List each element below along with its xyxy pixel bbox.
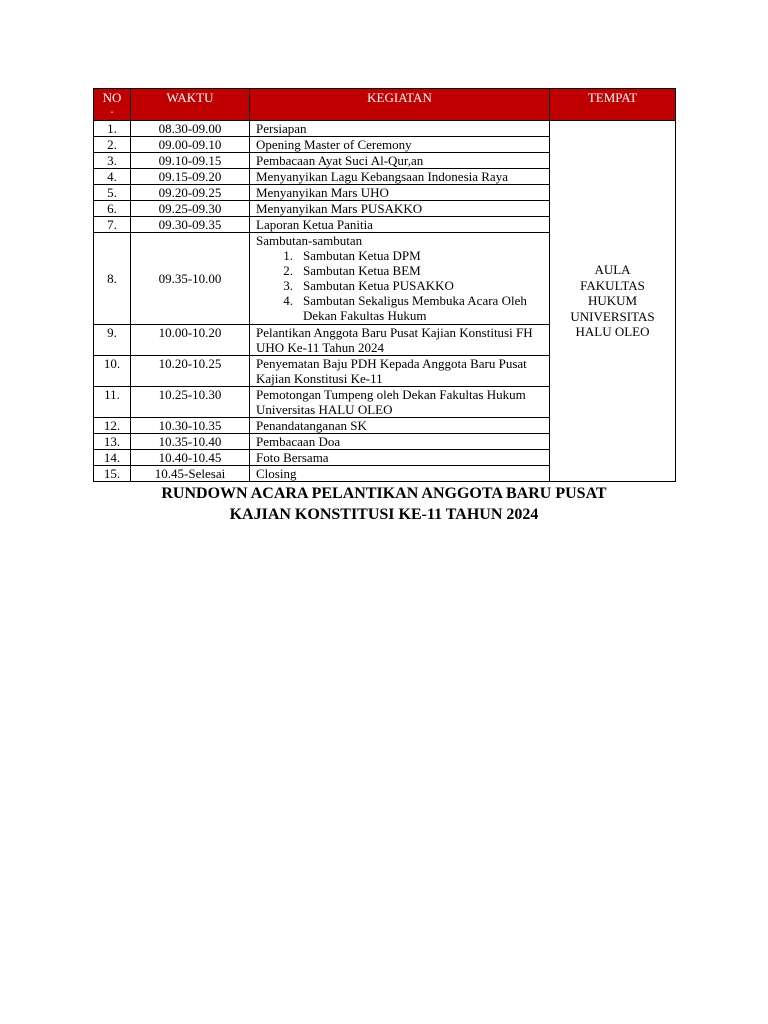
- sambutan-list: [256, 248, 543, 323]
- cell-kegiatan: Menyanyikan Mars UHO: [250, 185, 550, 201]
- table-row: [94, 121, 676, 137]
- cell-kegiatan: Pembacaan Doa: [250, 434, 550, 450]
- cell-waktu: 09.00-09.10: [131, 137, 250, 153]
- table-body: [94, 121, 676, 482]
- cell-waktu: 09.20-09.25: [131, 185, 250, 201]
- header-no: [94, 89, 131, 121]
- cell-waktu: 09.15-09.20: [131, 169, 250, 185]
- cell-waktu: 09.35-10.00: [131, 233, 250, 325]
- cell-waktu: 10.35-10.40: [131, 434, 250, 450]
- cell-kegiatan: Foto Bersama: [250, 450, 550, 466]
- cell-no: 14.: [94, 450, 131, 466]
- cell-no: 4.: [94, 169, 131, 185]
- list-item: [256, 278, 543, 293]
- cell-kegiatan: [250, 233, 550, 325]
- cell-waktu: 10.25-10.30: [131, 387, 250, 418]
- cell-waktu: 08.30-09.00: [131, 121, 250, 137]
- cell-no: 11.: [94, 387, 131, 418]
- cell-kegiatan: Closing: [250, 466, 550, 482]
- rundown-table: [93, 88, 676, 482]
- cell-no: 5.: [94, 185, 131, 201]
- list-item-text: Sambutan Ketua DPM: [303, 248, 421, 263]
- tempat-line: HUKUM: [587, 293, 638, 309]
- cell-no: 2.: [94, 137, 131, 153]
- cell-waktu: 10.40-10.45: [131, 450, 250, 466]
- cell-kegiatan: Penandatanganan SK: [250, 418, 550, 434]
- cell-no: 13.: [94, 434, 131, 450]
- cell-waktu: 09.30-09.35: [131, 217, 250, 233]
- tempat-line: HALU OLEO: [575, 324, 650, 340]
- cell-kegiatan: Pemotongan Tumpeng oleh Dekan Fakultas Hukum Universitas HALU OLEO: [250, 387, 550, 418]
- cell-no: 3.: [94, 153, 131, 169]
- list-item-text: Sambutan Ketua BEM: [303, 263, 421, 278]
- header-row: [94, 89, 676, 121]
- cell-no: 12.: [94, 418, 131, 434]
- list-item: [256, 248, 543, 263]
- header-no-dot: .: [110, 101, 114, 116]
- tempat-line: AULA: [594, 262, 631, 278]
- cell-no: 10.: [94, 356, 131, 387]
- title-line-1: RUNDOWN ACARA PELANTIKAN ANGGOTA BARU PUSAT: [161, 485, 607, 502]
- document-title: [93, 483, 675, 525]
- cell-kegiatan: Penyematan Baju PDH Kepada Anggota Baru Pusat Kajian Konstitusi Ke-11: [250, 356, 550, 387]
- cell-kegiatan: Laporan Ketua Panitia: [250, 217, 550, 233]
- cell-no: 6.: [94, 201, 131, 217]
- header-waktu: WAKTU: [131, 89, 250, 121]
- list-item-number: 1.: [283, 248, 293, 263]
- cell-kegiatan: Pelantikan Anggota Baru Pusat Kajian Konstitusi FH UHO Ke-11 Tahun 2024: [250, 325, 550, 356]
- tempat-line: FAKULTAS: [580, 277, 645, 293]
- tempat-line: UNIVERSITAS: [570, 308, 655, 324]
- cell-waktu: 10.00-10.20: [131, 325, 250, 356]
- list-item-number: 4.: [283, 293, 293, 308]
- list-item-text: Sambutan Ketua PUSAKKO: [303, 278, 454, 293]
- list-item-number: 3.: [283, 278, 293, 293]
- cell-no: 15.: [94, 466, 131, 482]
- header-tempat: TEMPAT: [550, 89, 676, 121]
- cell-kegiatan: Opening Master of Ceremony: [250, 137, 550, 153]
- cell-no: 7.: [94, 217, 131, 233]
- title-line-2: KAJIAN KONSTITUSI KE-11 TAHUN 2024: [229, 506, 539, 523]
- cell-no: 8.: [94, 233, 131, 325]
- cell-waktu: 09.10-09.15: [131, 153, 250, 169]
- list-item-number: 2.: [283, 263, 293, 278]
- cell-kegiatan: Menyanyikan Lagu Kebangsaan Indonesia Raya: [250, 169, 550, 185]
- cell-no: 1.: [94, 121, 131, 137]
- cell-kegiatan: Persiapan: [250, 121, 550, 137]
- list-item: [256, 263, 543, 278]
- header-no-label: NO: [102, 90, 122, 105]
- cell-waktu: 10.45-Selesai: [131, 466, 250, 482]
- cell-waktu: 10.30-10.35: [131, 418, 250, 434]
- list-item-text: Sambutan Sekaligus Membuka Acara Oleh Dekan Fakultas Hukum: [303, 293, 527, 323]
- list-item: [256, 293, 543, 323]
- cell-waktu: 10.20-10.25: [131, 356, 250, 387]
- cell-kegiatan: Menyanyikan Mars PUSAKKO: [250, 201, 550, 217]
- kegiatan-heading: Sambutan-sambutan: [256, 233, 363, 248]
- cell-no: 9.: [94, 325, 131, 356]
- cell-waktu: 09.25-09.30: [131, 201, 250, 217]
- cell-kegiatan: Pembacaan Ayat Suci Al-Qur,an: [250, 153, 550, 169]
- cell-tempat: [550, 121, 676, 482]
- header-kegiatan: KEGIATAN: [250, 89, 550, 121]
